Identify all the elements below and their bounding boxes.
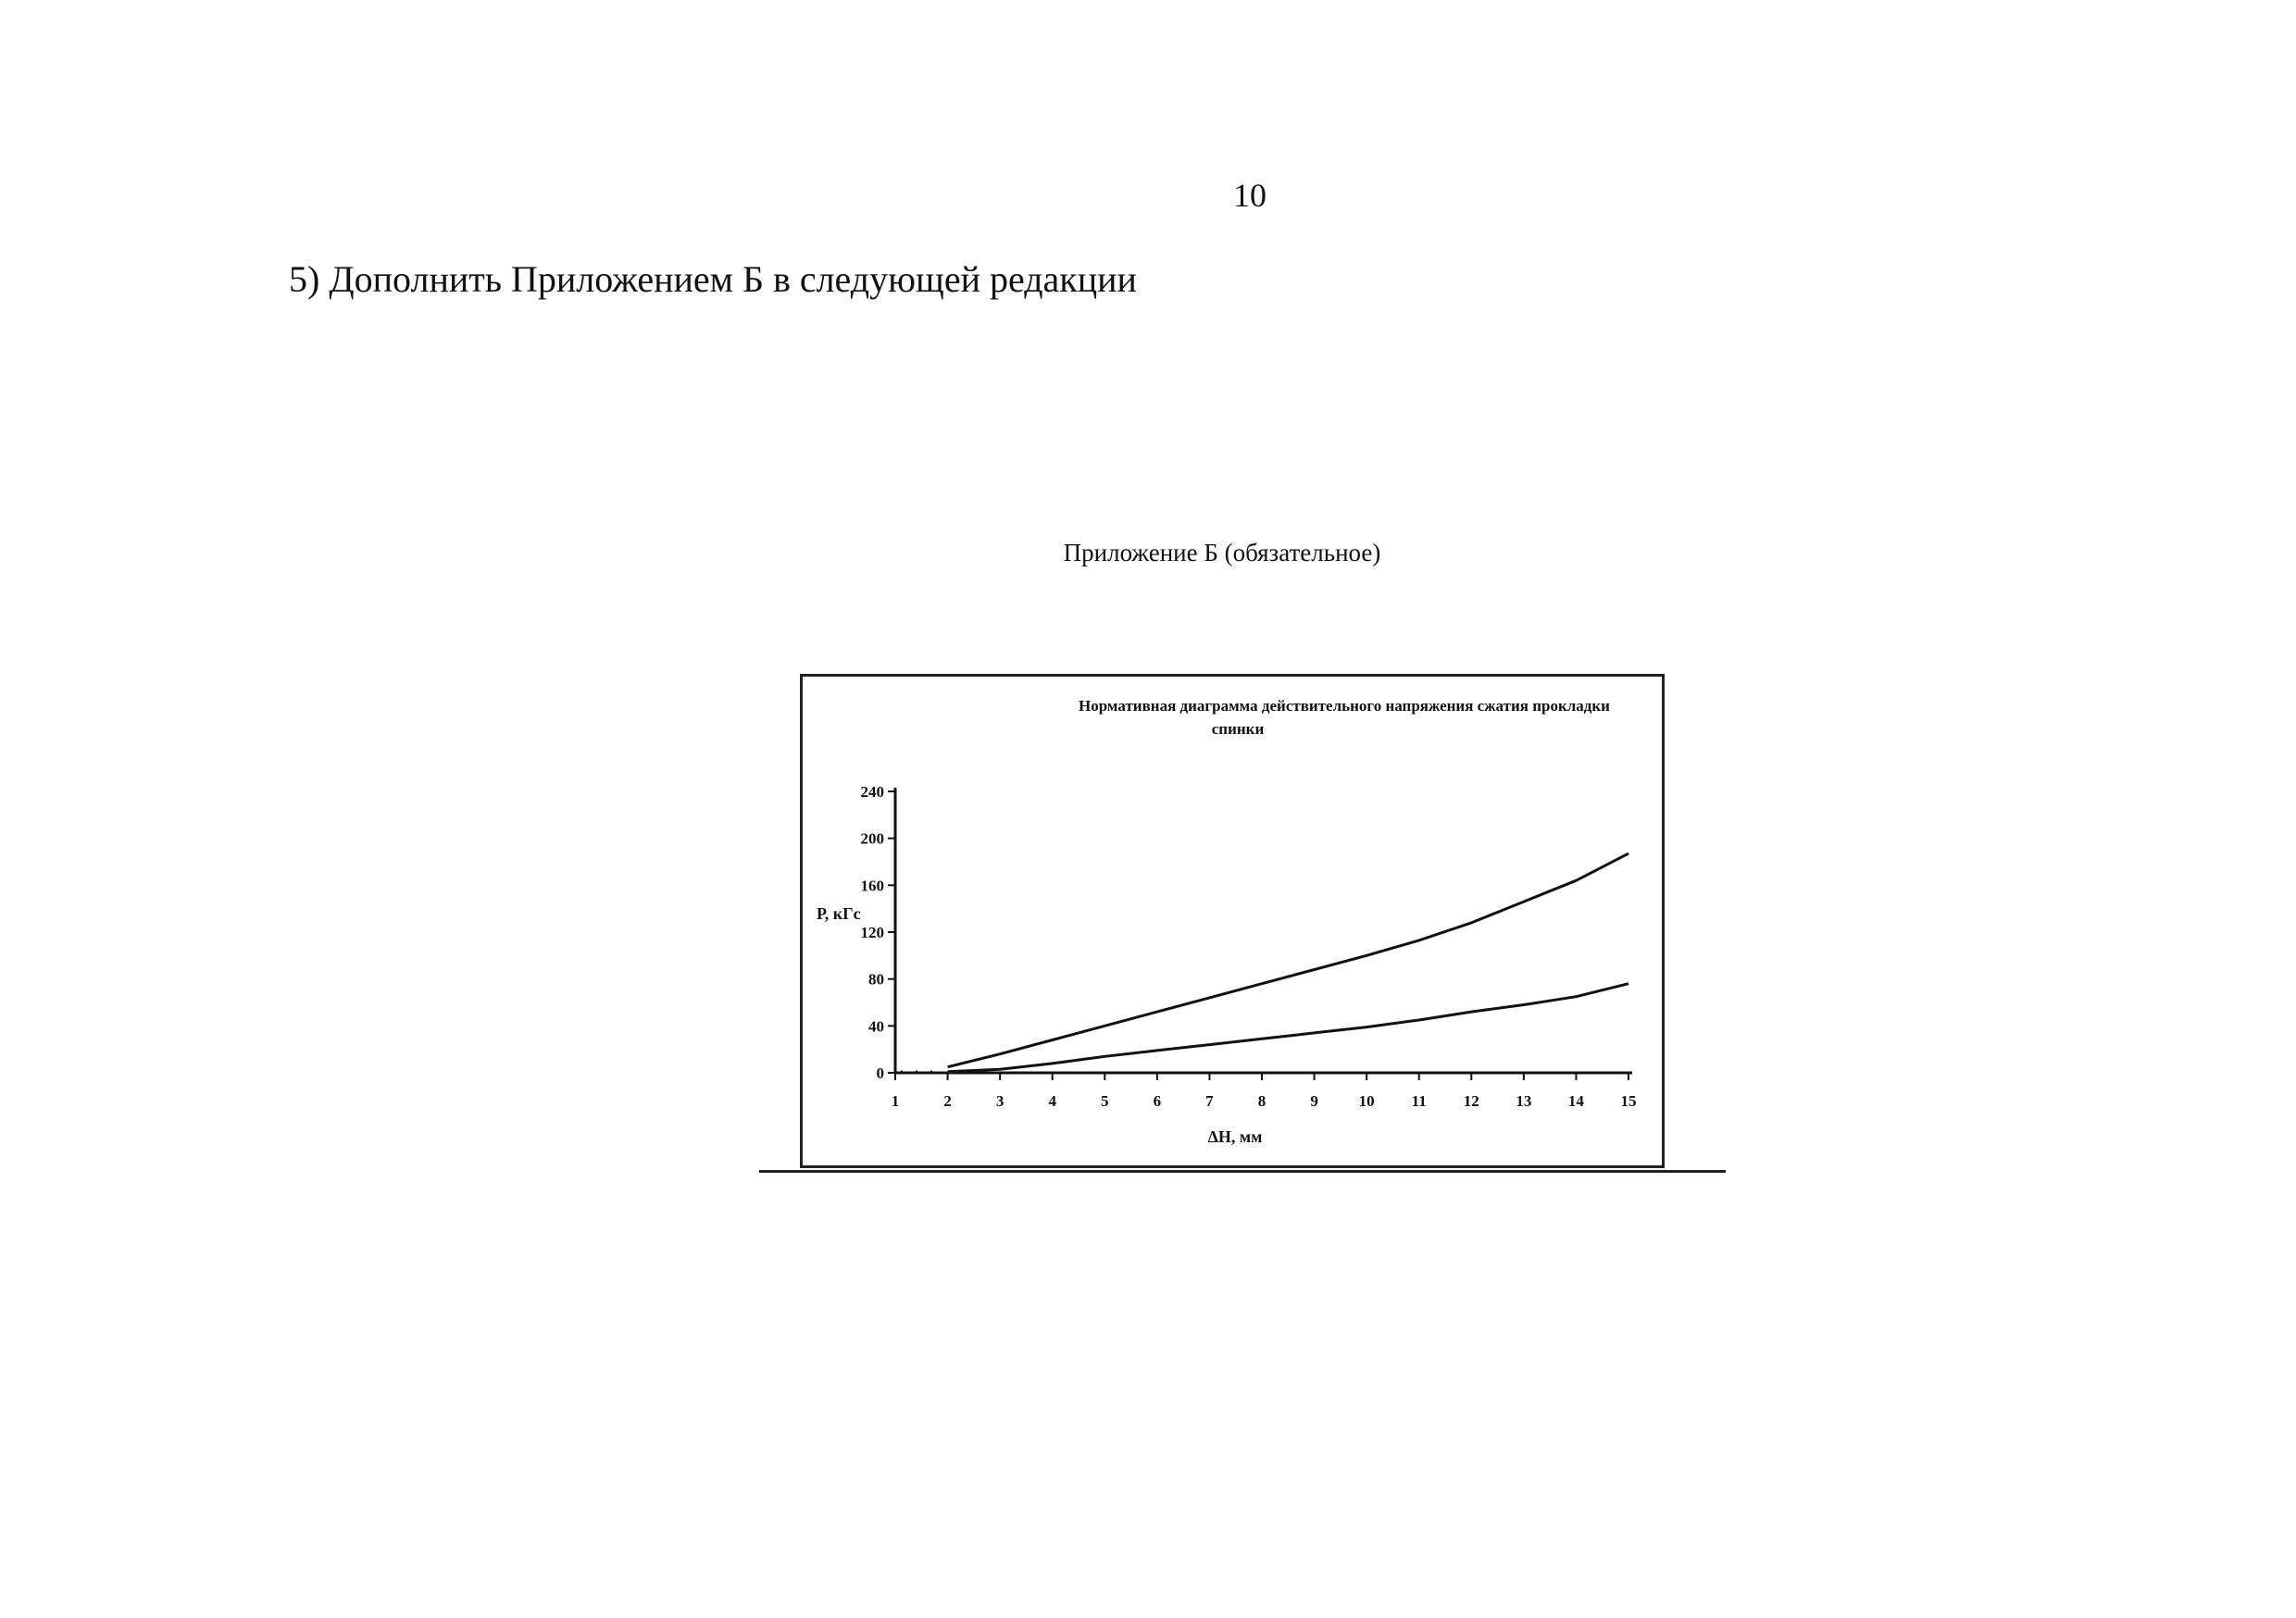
chart-x-tick-label: 10 (1358, 1092, 1375, 1110)
amendment-instruction: 5) Дополнить Приложением Б в следующей редакции (289, 258, 1137, 300)
chart-y-tick-label: 240 (860, 783, 884, 801)
chart-x-tick-label: 2 (943, 1092, 952, 1110)
chart-x-tick-label: 7 (1205, 1092, 1214, 1110)
chart-x-tick-label: 6 (1153, 1092, 1162, 1110)
chart-title-line2: спинки (1211, 720, 1265, 738)
chart-y-tick-label: 160 (860, 877, 884, 895)
chart-x-tick-label: 14 (1567, 1092, 1584, 1110)
chart-baseline-rule (759, 1170, 1726, 1173)
chart-y-tick-label: 200 (860, 829, 884, 848)
chart-x-tick-label: 13 (1516, 1092, 1532, 1110)
chart-svg (803, 677, 1662, 1165)
chart-y-tick-label: 80 (868, 970, 884, 989)
chart-y-tick-label: 0 (876, 1064, 884, 1082)
chart-x-tick-label: 8 (1257, 1092, 1267, 1110)
chart-series-line-2 (948, 984, 1628, 1072)
chart-x-tick-label: 4 (1048, 1092, 1056, 1110)
page-number: 10 (1233, 177, 1267, 214)
chart-x-tick-label: 12 (1463, 1092, 1479, 1110)
chart-x-tick-label: 9 (1310, 1092, 1318, 1110)
chart-y-tick-label: 120 (860, 924, 884, 941)
chart-title-line1: Нормативная диаграмма действительного напряжения сжатия прокладки (1079, 697, 1610, 715)
appendix-title: Приложение Б (обязательное) (1063, 539, 1381, 566)
chart-plot-area (861, 783, 1637, 1110)
chart-x-tick-label: 11 (1411, 1092, 1427, 1110)
chart-x-tick-label: 1 (891, 1092, 900, 1110)
chart-x-tick-label: 5 (1101, 1092, 1109, 1110)
chart-x-tick-label: 15 (1620, 1092, 1637, 1110)
chart-xlabel: ΔН, мм (1207, 1127, 1263, 1146)
chart-y-tick-label: 40 (868, 1017, 884, 1036)
chart-frame (800, 674, 1665, 1168)
chart-x-tick-label: 3 (995, 1092, 1004, 1110)
chart-ylabel: Р, кГс (817, 904, 861, 923)
